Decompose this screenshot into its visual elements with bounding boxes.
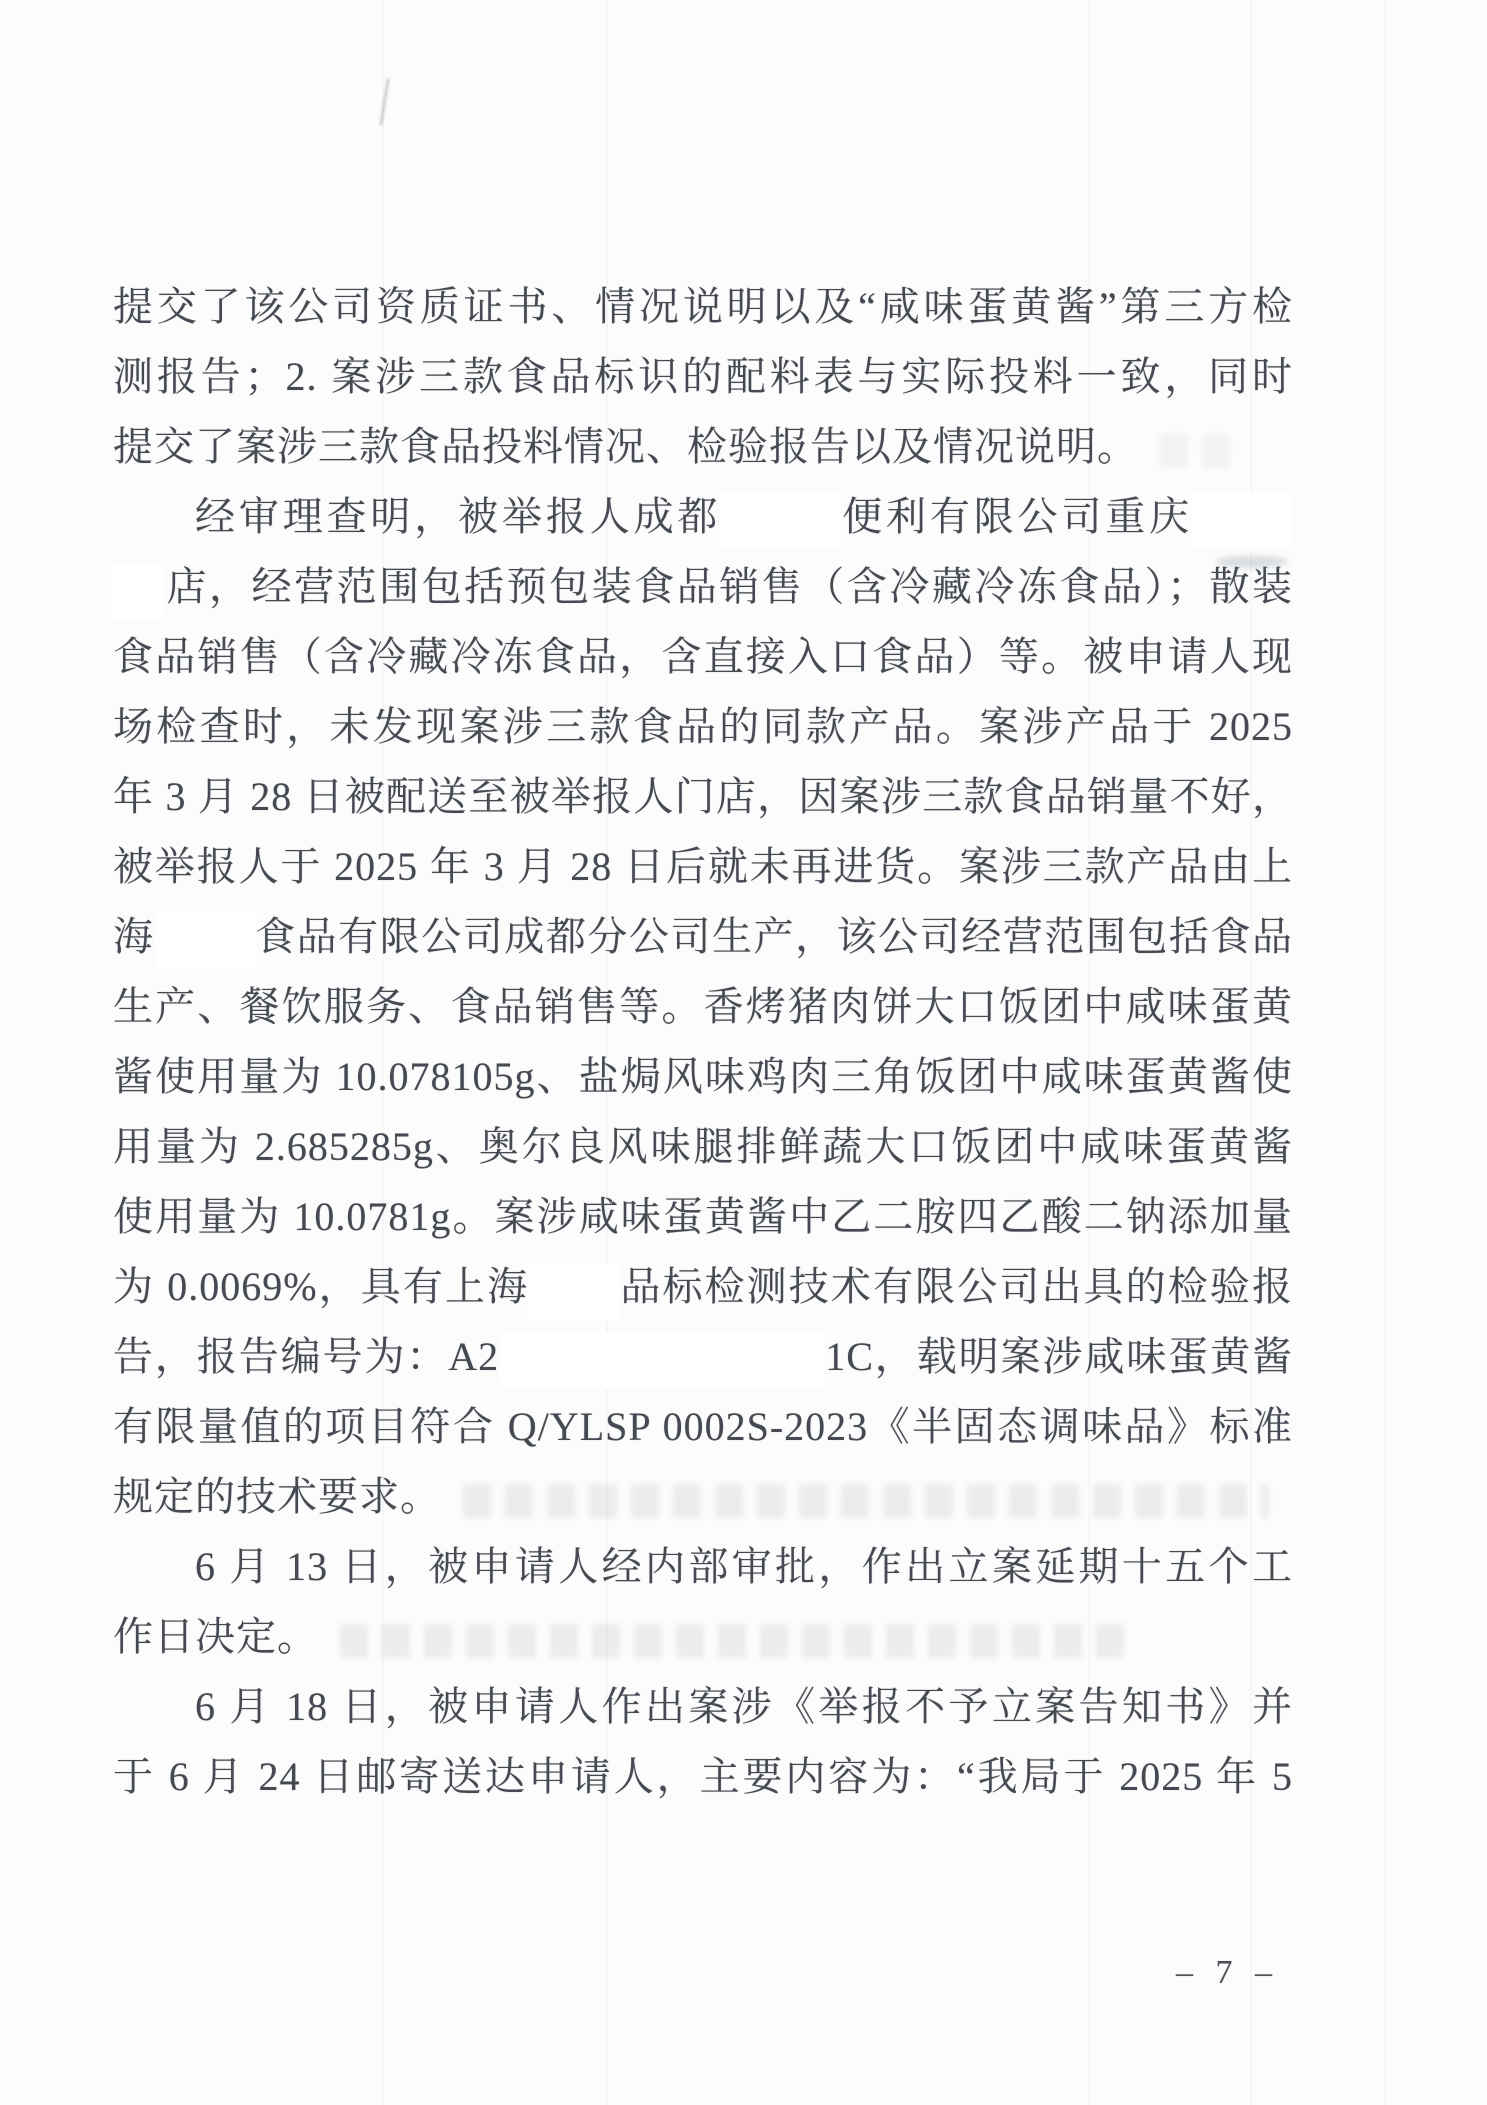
line-text: 作日决定。 bbox=[113, 1614, 318, 1659]
text-line bbox=[113, 1462, 1293, 1532]
text-line bbox=[113, 972, 1293, 1042]
text-line bbox=[113, 342, 1293, 412]
line-text: 便利有限公司重庆 bbox=[839, 494, 1194, 539]
bleed-through-ghost bbox=[1160, 434, 1244, 468]
line-text: 生产、餐饮服务、食品销售等。香烤猪肉饼大口饭团中咸味蛋黄 bbox=[113, 984, 1293, 1029]
line-text: 6 月 18 日，被申请人作出案涉《举报不予立案告知书》并 bbox=[195, 1684, 1293, 1729]
scan-artifact-scratch bbox=[379, 78, 389, 126]
text-line bbox=[113, 692, 1293, 762]
line-text: 1C，载明案涉咸味蛋黄酱 bbox=[825, 1334, 1293, 1379]
line-text: 使用量为 10.0781g。案涉咸味蛋黄酱中乙二胺四乙酸二钠添加量 bbox=[113, 1194, 1293, 1239]
text-line bbox=[113, 1112, 1293, 1182]
text-line bbox=[113, 1182, 1293, 1252]
line-text: 海 bbox=[113, 914, 155, 959]
redaction-box bbox=[499, 1333, 825, 1389]
text-line bbox=[113, 622, 1293, 692]
bleed-through-ghost bbox=[463, 1484, 1269, 1518]
text-line bbox=[113, 1042, 1293, 1112]
line-text: 6 月 13 日，被申请人经内部审批，作出立案延期十五个工 bbox=[195, 1544, 1293, 1589]
line-text: 食品有限公司成都分公司生产，该公司经营范围包括食品 bbox=[254, 914, 1294, 959]
line-text: 有限量值的项目符合 Q/YLSP 0002S-2023《半固态调味品》标准 bbox=[113, 1404, 1293, 1449]
text-line bbox=[113, 552, 1293, 622]
text-line bbox=[113, 1322, 1293, 1392]
redaction-box bbox=[113, 563, 165, 619]
text-line bbox=[113, 1252, 1293, 1322]
line-text: 酱使用量为 10.078105g、盐焗风味鸡肉三角饭团中咸味蛋黄酱使 bbox=[113, 1054, 1293, 1099]
line-text: 于 6 月 24 日邮寄送达申请人，主要内容为：“我局于 2025 年 5 bbox=[113, 1754, 1293, 1799]
text-line bbox=[113, 412, 1293, 482]
text-line bbox=[113, 1742, 1293, 1812]
line-text: 食品销售（含冷藏冷冻食品，含直接入口食品）等。被申请人现 bbox=[113, 634, 1293, 679]
line-text: 提交了案涉三款食品投料情况、检验报告以及情况说明。 bbox=[113, 424, 1138, 469]
document-body bbox=[113, 272, 1293, 1812]
text-line bbox=[113, 762, 1293, 832]
redaction-box bbox=[1193, 493, 1293, 549]
line-text: 店，经营范围包括预包装食品销售（含冷藏冷冻食品）；散装 bbox=[165, 564, 1293, 609]
page-number: – 7 – bbox=[1176, 1954, 1279, 1991]
text-line bbox=[113, 1672, 1293, 1742]
text-line bbox=[113, 272, 1293, 342]
line-text: 品标检测技术有限公司出具的检验报 bbox=[619, 1264, 1293, 1309]
line-text: 场检查时，未发现案涉三款食品的同款产品。案涉产品于 2025 bbox=[113, 704, 1293, 749]
line-text: 经审理查明，被举报人成都 bbox=[195, 494, 722, 539]
text-line bbox=[113, 832, 1293, 902]
redaction-box bbox=[721, 493, 839, 549]
text-line bbox=[113, 1532, 1293, 1602]
line-text: 规定的技术要求。 bbox=[113, 1474, 441, 1519]
bleed-through-ghost bbox=[340, 1624, 1128, 1658]
redaction-box bbox=[155, 913, 255, 969]
line-text: 为 0.0069%，具有上海 bbox=[113, 1264, 530, 1309]
text-line bbox=[113, 1392, 1293, 1462]
text-line bbox=[113, 902, 1293, 972]
line-text: 被举报人于 2025 年 3 月 28 日后就未再进货。案涉三款产品由上 bbox=[113, 844, 1293, 889]
line-text: 测报告；2. 案涉三款食品标识的配料表与实际投料一致，同时 bbox=[113, 354, 1293, 399]
scan-artifact-smudge bbox=[1216, 556, 1288, 568]
line-text: 告，报告编号为：A2 bbox=[113, 1334, 500, 1379]
line-text: 提交了该公司资质证书、情况说明以及“咸味蛋黄酱”第三方检 bbox=[113, 284, 1293, 329]
text-line bbox=[113, 1602, 1293, 1672]
redaction-box bbox=[529, 1263, 619, 1319]
text-line bbox=[113, 482, 1293, 552]
line-text: 年 3 月 28 日被配送至被举报人门店，因案涉三款食品销量不好， bbox=[113, 774, 1293, 819]
line-text: 用量为 2.685285g、奥尔良风味腿排鲜蔬大口饭团中咸味蛋黄酱 bbox=[113, 1124, 1293, 1169]
